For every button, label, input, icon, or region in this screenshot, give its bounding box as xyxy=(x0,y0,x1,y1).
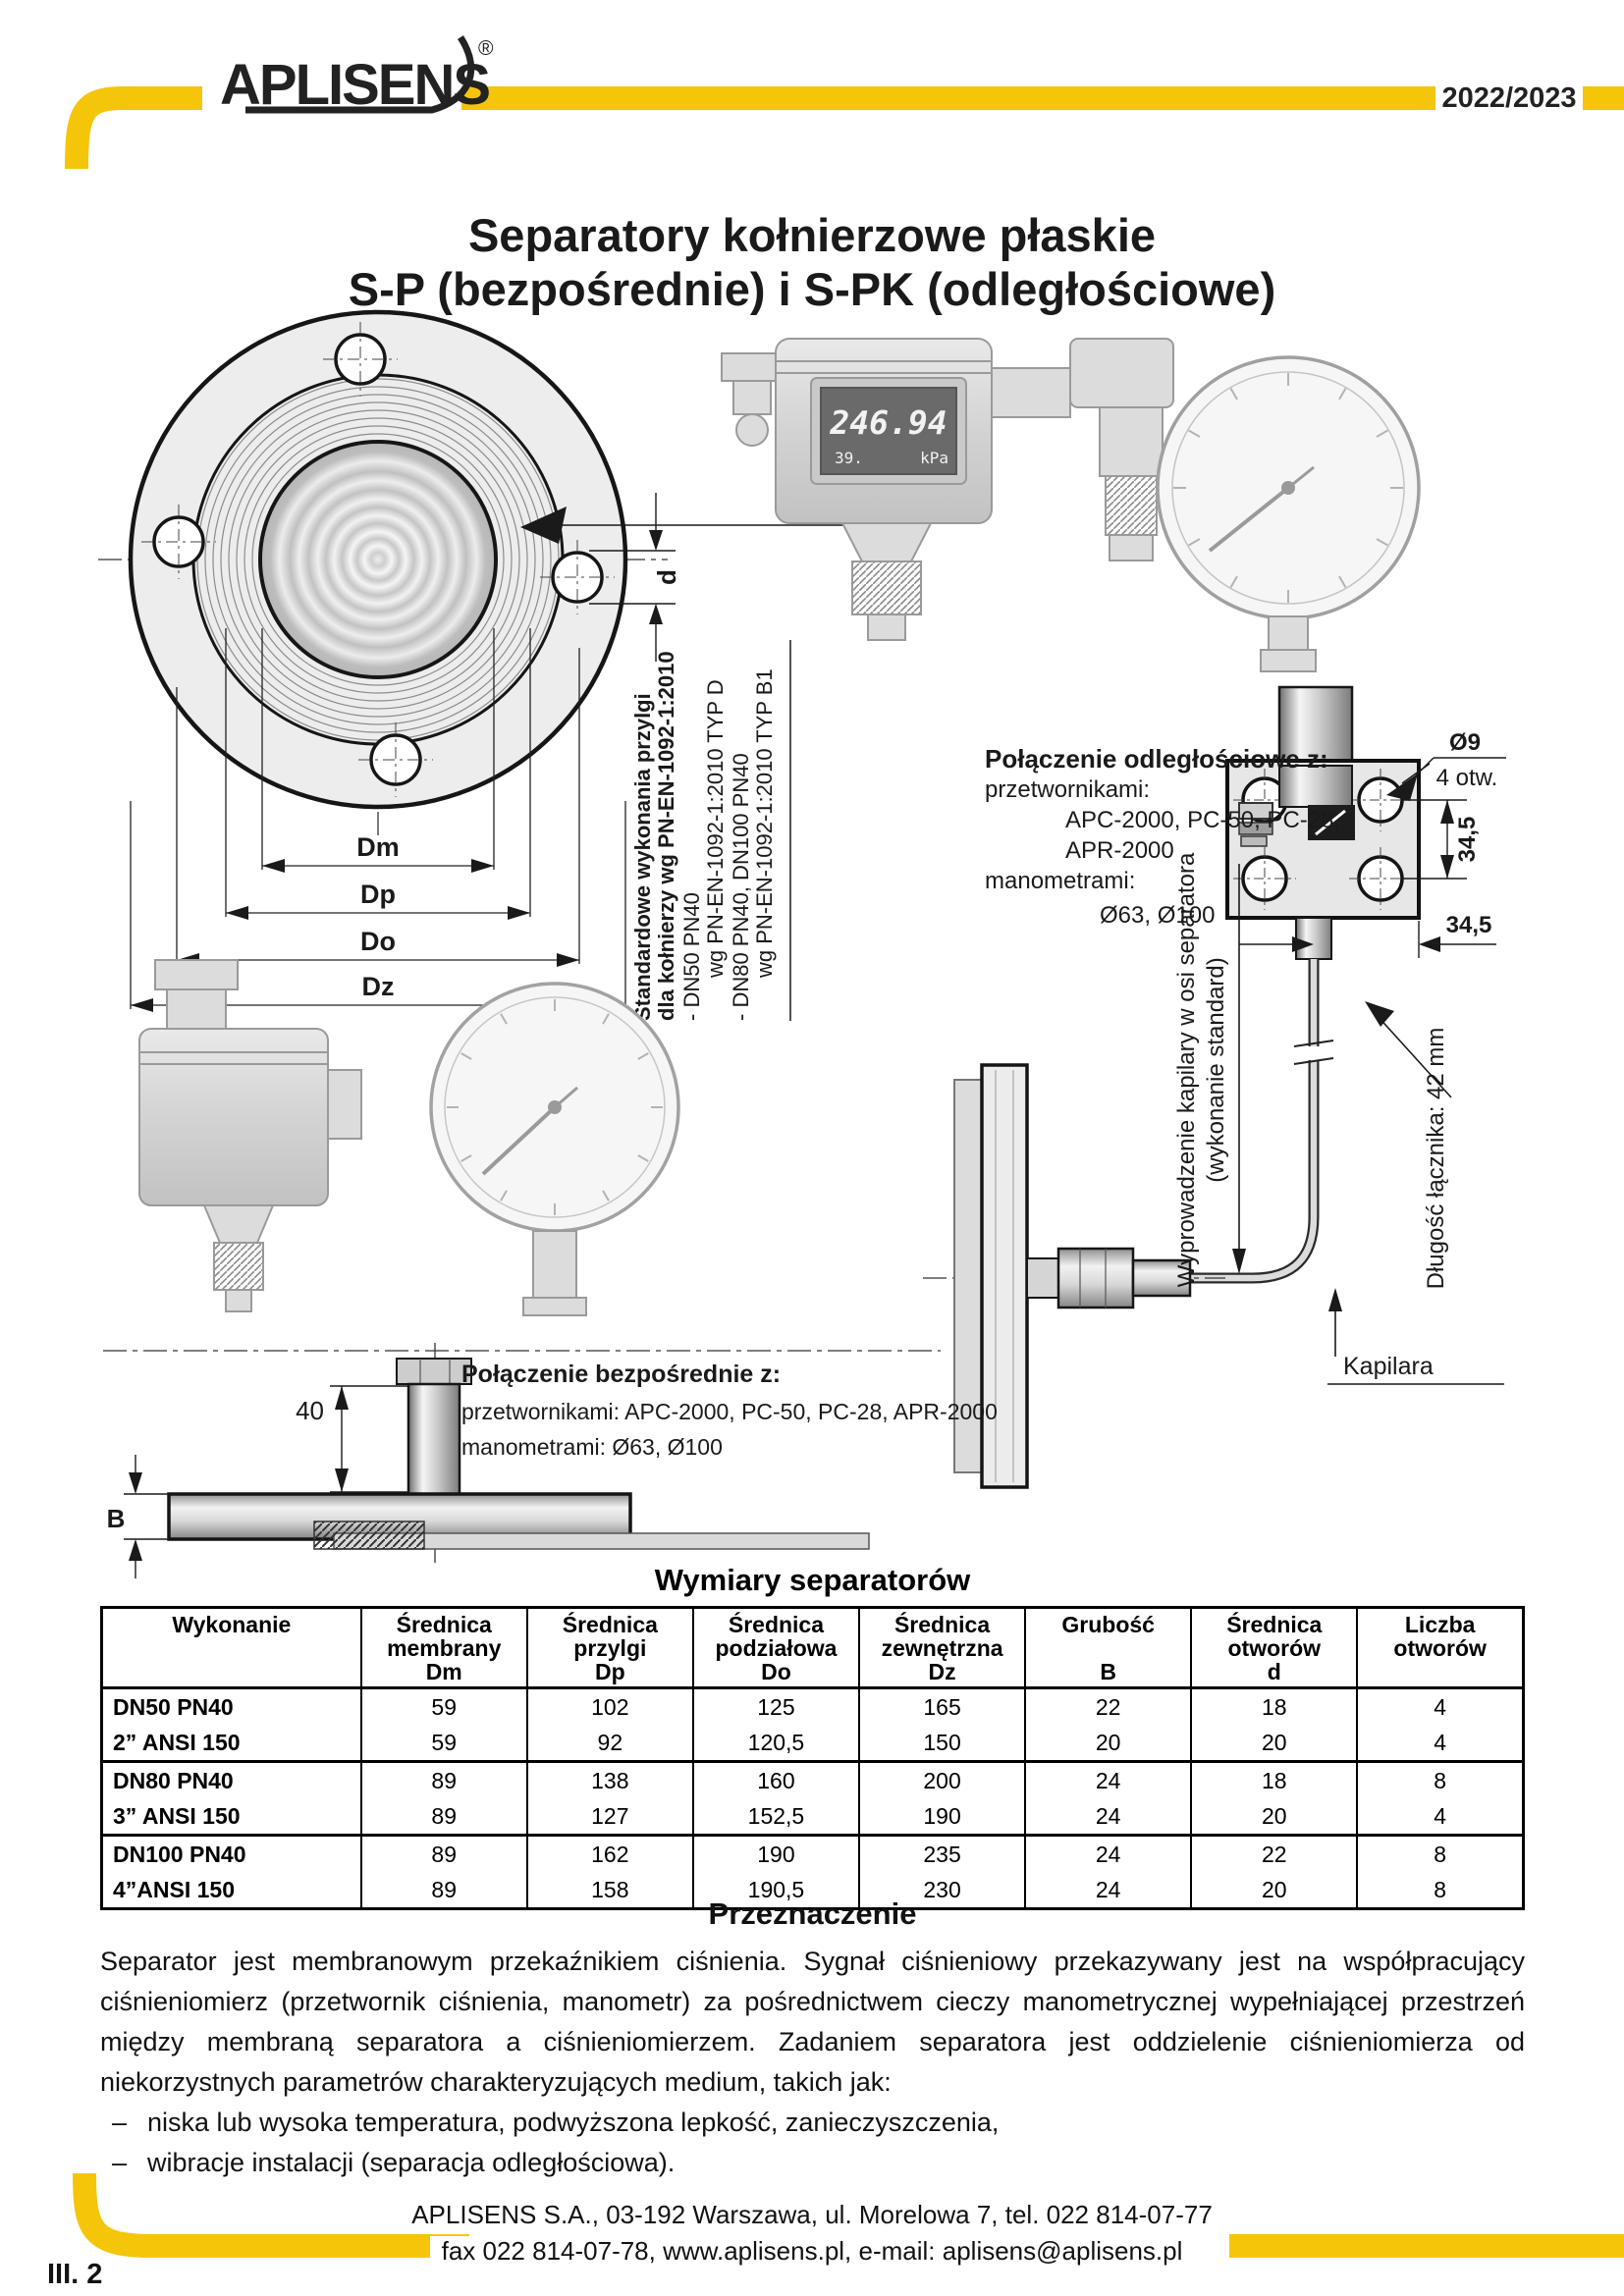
dim-value: 18 xyxy=(1191,1688,1357,1726)
dim-value: 59 xyxy=(361,1688,527,1726)
display-value: 246.94 xyxy=(830,403,947,442)
dim-value: 165 xyxy=(859,1688,1025,1726)
title-line1: Separatory kołnierzowe płaskie xyxy=(467,209,1157,261)
separator-cylinder xyxy=(408,1384,460,1494)
dim-value: 200 xyxy=(859,1762,1025,1799)
remote-note-l4: manometrami: xyxy=(985,868,1136,894)
remote-note-title: Połączenie odległościowe z: xyxy=(985,744,1328,774)
dim-value: 20 xyxy=(1025,1725,1191,1762)
direct-note-title: Połączenie bezpośrednie z: xyxy=(461,1361,782,1388)
row-name: DN50 PN40 xyxy=(113,1693,234,1720)
std-note-line2: dla kołnierzy wg PN-EN-1092-1:2010 xyxy=(654,651,678,1021)
catalog-year: 2022/2023 xyxy=(1441,82,1577,114)
std-note-line1: Standardowe wykonania przylgi xyxy=(630,693,655,1021)
dim-value: 8 xyxy=(1357,1836,1523,1873)
capillary-note-line2: (wykonanie standard) xyxy=(1203,957,1229,1183)
dim-value: 190 xyxy=(693,1836,859,1873)
page-title xyxy=(0,208,1624,316)
footer-address-line1: APLISENS S.A., 03-192 Warszawa, ul. Morelowa 7, tel. 022 814-07-77 xyxy=(0,2200,1624,2230)
dim-label-d: d xyxy=(652,569,681,585)
dim-value: 20 xyxy=(1191,1725,1357,1762)
remote-note-l5: Ø63, Ø100 xyxy=(1100,902,1216,929)
title-line2: S-P (bezpośrednie) i S-PK (odległościowe) xyxy=(348,263,1276,315)
column-header: Liczba otworów xyxy=(1357,1608,1523,1688)
purpose-bullet: – wibracje instalacji (separacja odległościowa). xyxy=(100,2143,1525,2183)
transmitter-ghost-top xyxy=(722,339,1173,640)
dim-value: 160 xyxy=(693,1762,859,1799)
remote-note-l2: APC-2000, PC-50, PC-28, xyxy=(1065,807,1341,833)
dim-hole-dia: Ø9 xyxy=(1448,729,1482,756)
dim-hole-count: 4 otw. xyxy=(1435,765,1498,791)
dim-value: 92 xyxy=(527,1725,693,1762)
dim-value: 18 xyxy=(1191,1762,1357,1799)
membrane-weld-detail xyxy=(314,1522,424,1549)
direct-note-l2: manometrami: Ø63, Ø100 xyxy=(461,1434,723,1460)
table-row xyxy=(102,1762,1524,1799)
dim-value: 4 xyxy=(1357,1725,1523,1762)
remote-note-l1: przetwornikami: xyxy=(985,776,1151,803)
remote-note-l3: APR-2000 xyxy=(1065,837,1174,864)
direct-note xyxy=(461,1361,998,1460)
dim-thickness-b: B xyxy=(106,1504,126,1533)
dim-pitch-v: 34,5 xyxy=(1454,816,1481,863)
dim-value: 89 xyxy=(361,1798,527,1836)
capillary-label: Kapilara xyxy=(1343,1353,1434,1380)
dim-value: 152,5 xyxy=(693,1798,859,1836)
dim-value: 24 xyxy=(1025,1836,1191,1873)
display-unit: kPa xyxy=(920,449,948,467)
purpose-body: Separator jest membranowym przekaźnikiem ciśnienia. Sygnał ciśnieniowy przekazywany jest na współpracujący ciśnieniomierz (przetwornik ciśnienia, manometr) za pośrednictwem cieczy manometrycznej wypełniającej przestrzeń między membraną separatora a ciśnieniomierzem. Zadaniem separatora jest oddzielenie ciśnieniomierza od niekorzystnych parametrów charakteryzujących medium, takich jak: xyxy=(100,1947,1525,2097)
table-row xyxy=(102,1798,1524,1836)
purpose-heading: Przeznaczenie xyxy=(708,1896,917,1931)
dim-value: 158 xyxy=(527,1872,693,1909)
dim-value: 89 xyxy=(361,1872,527,1909)
column-header: Grubość B xyxy=(1025,1608,1191,1688)
dim-value: 20 xyxy=(1191,1872,1357,1909)
flange-front-view xyxy=(98,312,668,836)
dim-value: 4 xyxy=(1357,1688,1523,1726)
dim-value: 8 xyxy=(1357,1872,1523,1909)
dim-value: 24 xyxy=(1025,1798,1191,1836)
footer-address-line2: fax 022 814-07-78, www.aplisens.pl, e-mail: aplisens@aplisens.pl xyxy=(0,2236,1624,2267)
dim-value: 20 xyxy=(1191,1798,1357,1836)
dim-pitch-h: 34,5 xyxy=(1445,912,1492,938)
dim-label-dp: Dp xyxy=(360,880,396,909)
bullet-text: wibracje instalacji (separacja odległościowa). xyxy=(147,2148,676,2177)
purpose-bullet: – niska lub wysoka temperatura, podwyższona lepkość, zanieczyszczenia, xyxy=(100,2103,1525,2143)
column-header: Średnica zewnętrzna Dz xyxy=(859,1608,1025,1688)
dim-value: 8 xyxy=(1357,1762,1523,1799)
std-note-line3: - DN50 PN40 xyxy=(679,892,704,1021)
table-header-row xyxy=(102,1608,1524,1688)
std-note-line4: wg PN-EN-1092-1:2010 TYP D xyxy=(703,679,728,978)
dim-value: 89 xyxy=(361,1836,527,1873)
dim-value: 125 xyxy=(693,1688,859,1726)
row-name: DN100 PN40 xyxy=(113,1841,246,1867)
dimensions-table xyxy=(100,1606,1525,1910)
standard-flange-note xyxy=(630,640,790,1021)
column-header: Średnica przylgi Dp xyxy=(527,1608,693,1688)
dim-value: 22 xyxy=(1191,1836,1357,1873)
display-sub: 39. xyxy=(835,449,863,467)
dim-value: 190,5 xyxy=(693,1872,859,1909)
std-note-line6: wg PN-EN-1092-1:2010 TYP B1 xyxy=(752,668,777,978)
dim-value: 138 xyxy=(527,1762,693,1799)
dim-height-40: 40 xyxy=(296,1396,324,1425)
bullet-text: niska lub wysoka temperatura, podwyższona lepkość, zanieczyszczenia, xyxy=(147,2108,1000,2137)
std-note-line5: - DN80 PN40, DN100 PN40 xyxy=(729,753,753,1021)
row-name: 3” ANSI 150 xyxy=(102,1798,361,1836)
dim-label-dz: Dz xyxy=(361,972,395,1001)
dim-label-do: Do xyxy=(360,927,396,956)
registered-mark: ® xyxy=(478,37,494,60)
row-name: 4”ANSI 150 xyxy=(113,1876,236,1902)
membrane xyxy=(262,444,494,675)
table-row xyxy=(102,1725,1524,1762)
column-header: Średnica podziałowa Do xyxy=(693,1608,859,1688)
dim-value: 89 xyxy=(361,1762,527,1799)
dim-value: 120,5 xyxy=(693,1725,859,1762)
dim-value: 190 xyxy=(859,1798,1025,1836)
dimensions-table-section xyxy=(100,1563,1525,1910)
dim-value: 127 xyxy=(527,1798,693,1836)
dim-label-dm: Dm xyxy=(356,832,400,862)
row-name: 2” ANSI 150 xyxy=(102,1725,361,1762)
connector-length-note xyxy=(1365,1001,1451,1289)
dim-value: 162 xyxy=(527,1836,693,1873)
purpose-section xyxy=(100,1896,1525,2183)
gauge-ghost-top xyxy=(1158,357,1419,671)
row-name: DN80 PN40 xyxy=(113,1767,234,1793)
direct-note-l1: przetwornikami: APC-2000, PC-50, PC-28, APR-2000 xyxy=(461,1399,998,1424)
dim-value: 24 xyxy=(1025,1872,1191,1909)
dim-value: 150 xyxy=(859,1725,1025,1762)
page-number: III. 2 xyxy=(47,2259,103,2290)
connector-note-label: Długość łącznika: 42 mm xyxy=(1423,1027,1449,1290)
capillary-callout xyxy=(1327,1288,1504,1384)
dim-value: 4 xyxy=(1357,1798,1523,1836)
column-header: Średnica membrany Dm xyxy=(361,1608,527,1688)
dim-value: 230 xyxy=(859,1872,1025,1909)
column-header: Wykonanie xyxy=(102,1608,361,1688)
table-row xyxy=(102,1688,1524,1726)
dim-value: 59 xyxy=(361,1725,527,1762)
column-header: Średnica otworów d xyxy=(1191,1608,1357,1688)
table-title: Wymiary separatorów xyxy=(654,1563,971,1597)
aplisens-logo xyxy=(220,37,494,117)
dim-value: 235 xyxy=(859,1836,1025,1873)
logo-text: APLISENS xyxy=(220,53,490,117)
capillary-note-line1: Wyprowadzenie kapilary w osi separatora xyxy=(1173,852,1200,1288)
transmitter-ghost-left xyxy=(139,960,361,1311)
dim-value: 102 xyxy=(527,1688,693,1726)
table-row xyxy=(102,1836,1524,1873)
dim-value: 24 xyxy=(1025,1762,1191,1799)
gauge-ghost-left xyxy=(431,984,678,1315)
dim-value: 22 xyxy=(1025,1688,1191,1726)
